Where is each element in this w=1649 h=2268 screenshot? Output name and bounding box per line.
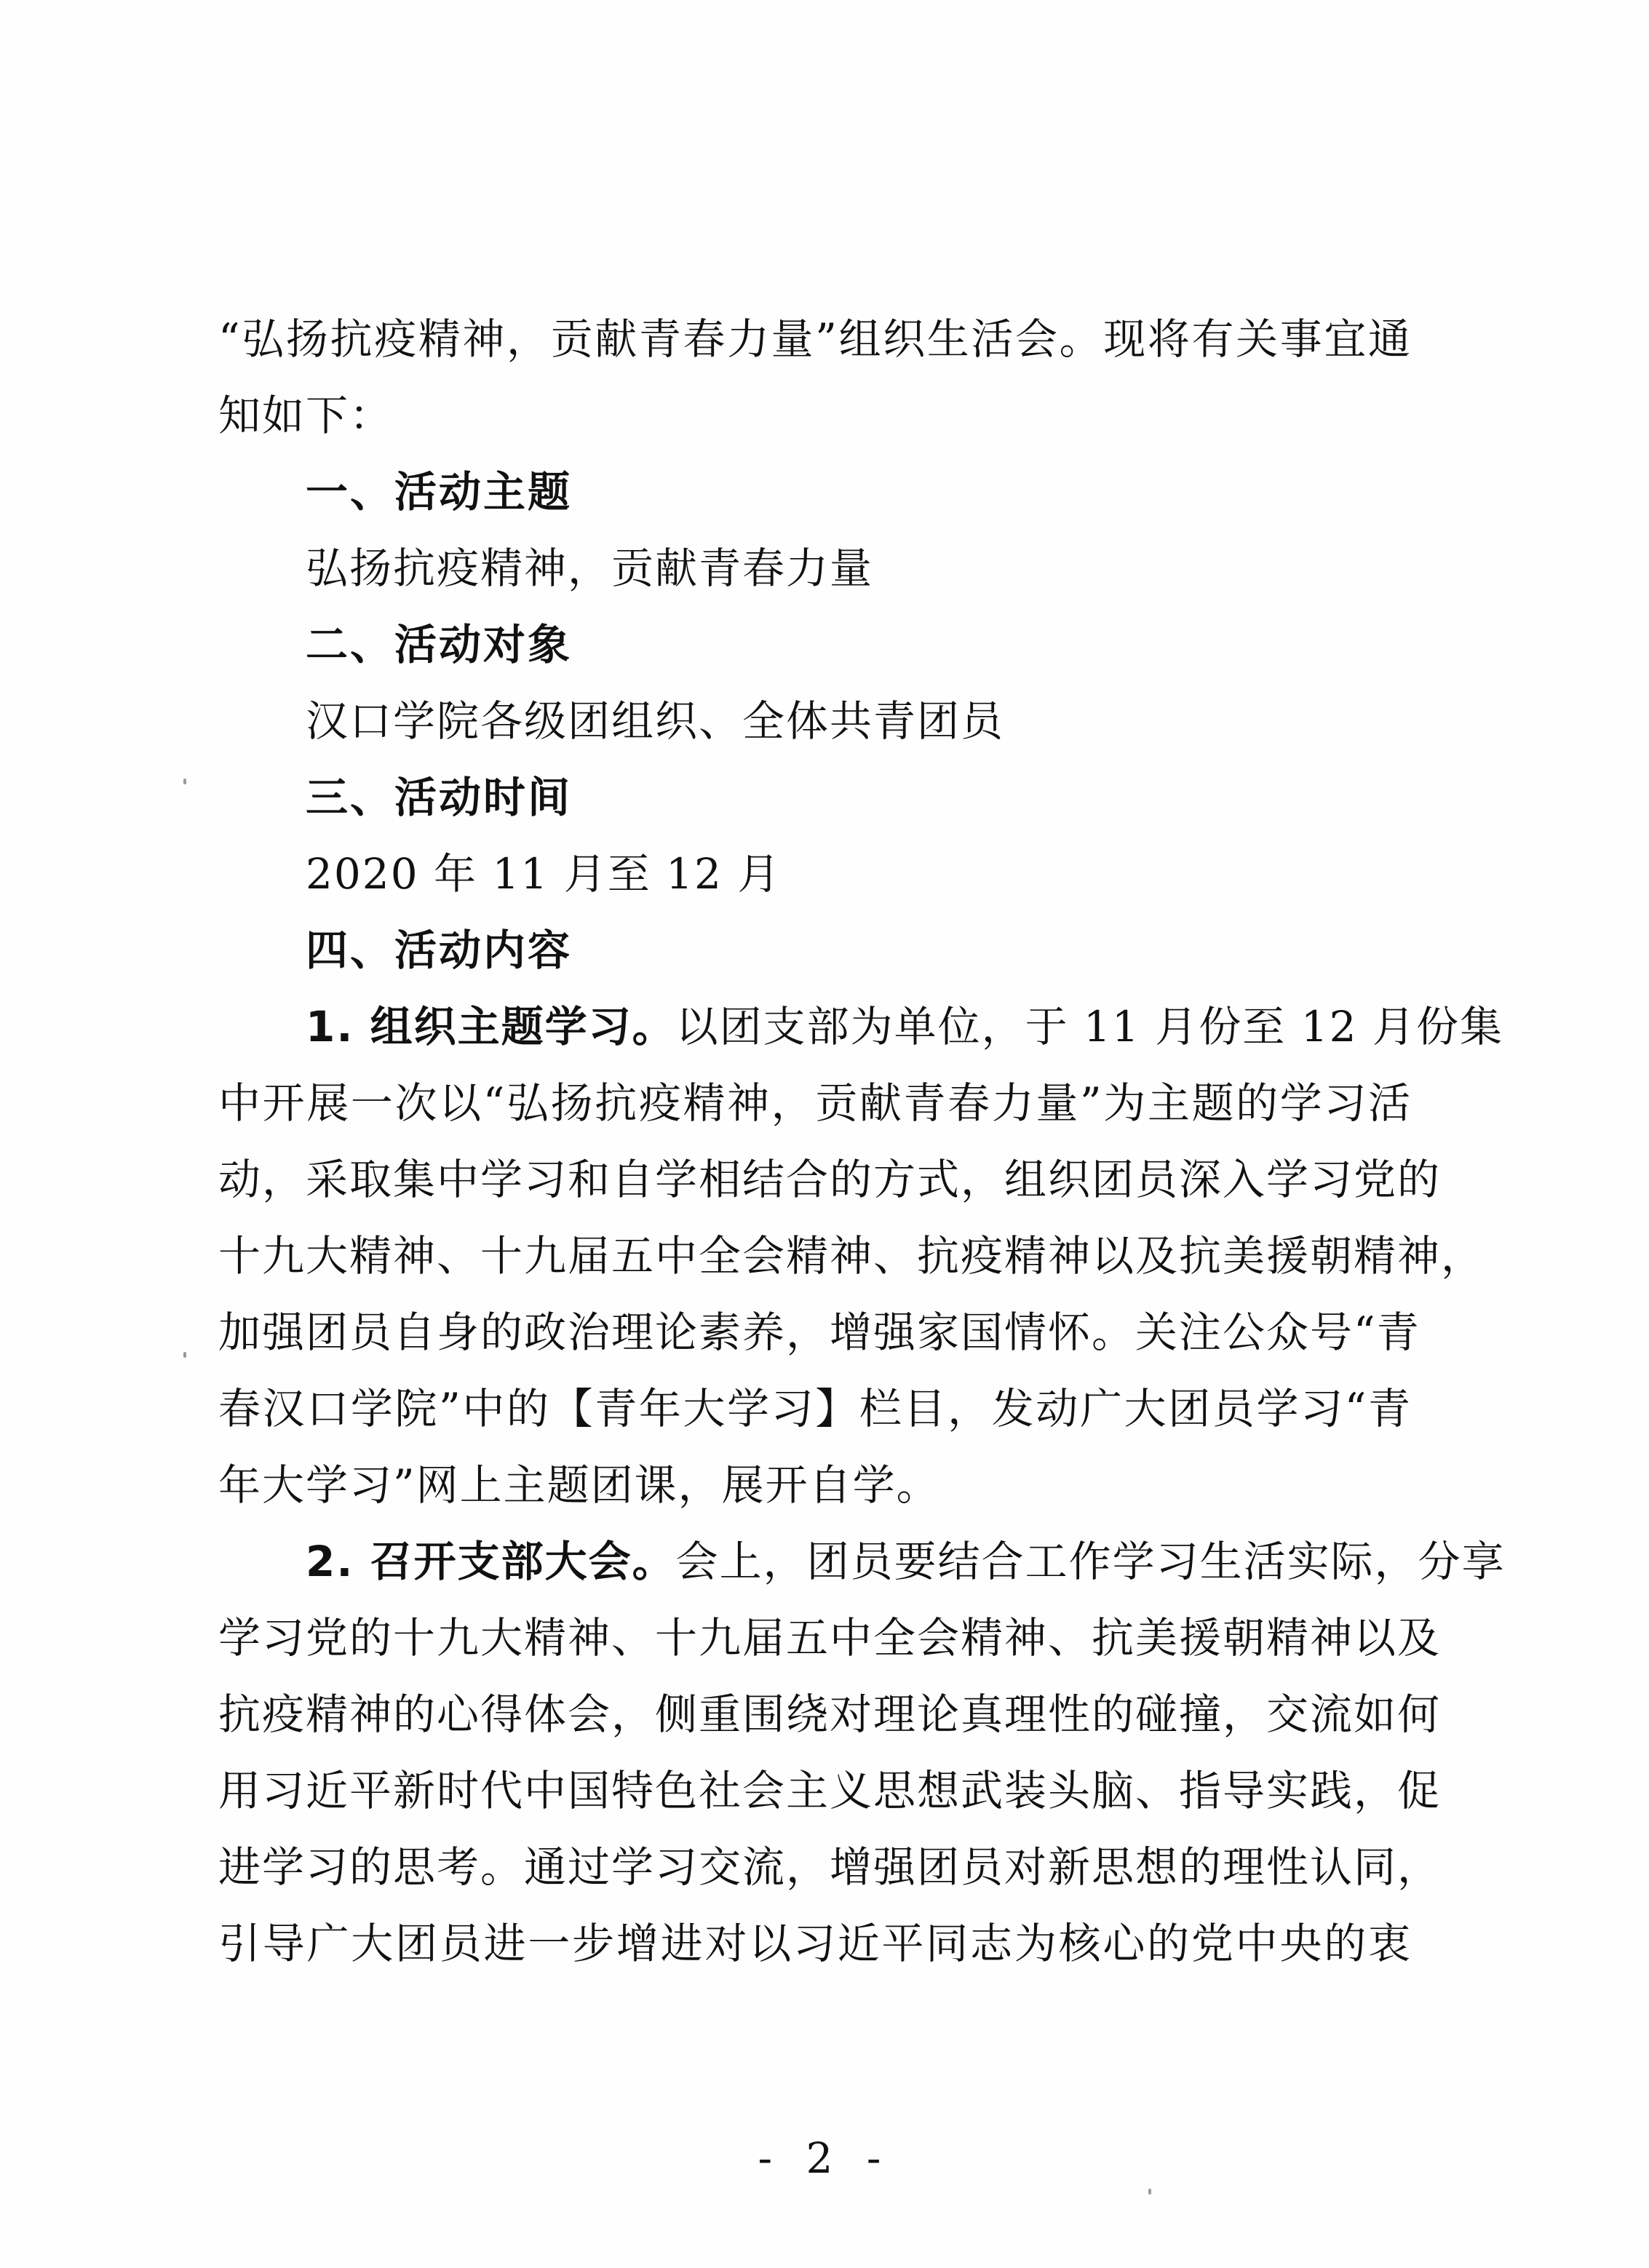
section-heading-theme: 一、活动主题 bbox=[306, 467, 573, 517]
paragraph-1-line: 十九大精神、十九届五中全会精神、抗疫精神以及抗美援朝精神， bbox=[218, 1231, 1485, 1281]
page-number: - 2 - bbox=[758, 2133, 891, 2183]
paragraph-1-line: 动，采取集中学习和自学相结合的方式，组织团员深入学习党的 bbox=[218, 1155, 1442, 1204]
paragraph-1-line bbox=[306, 1002, 1503, 1051]
paragraph-2-line: 学习党的十九大精神、十九届五中全会精神、抗美援朝精神以及 bbox=[218, 1613, 1442, 1663]
scan-speck bbox=[183, 779, 186, 784]
paragraph-1-line: 春汉口学院”中的【青年大学习】栏目，发动广大团员学习“青 bbox=[218, 1384, 1412, 1433]
paragraph-1-line: 年大学习”网上主题团课，展开自学。 bbox=[218, 1460, 940, 1510]
paragraph-2-line: 用习近平新时代中国特色社会主义思想武装头脑、指导实践，促 bbox=[218, 1766, 1442, 1815]
scan-speck bbox=[1148, 2189, 1151, 2195]
paragraph-1-line: 加强团员自身的政治理论素养，增强家国情怀。关注公众号“青 bbox=[218, 1308, 1420, 1357]
paragraph-2-line: 引导广大团员进一步增进对以习近平同志为核心的党中央的衷 bbox=[218, 1919, 1412, 1968]
section-text-theme: 弘扬抗疫精神，贡献青春力量 bbox=[306, 544, 874, 593]
paragraph-1-line-rest: 以团支部为单位，于 11 月份至 12 月份集 bbox=[675, 1002, 1503, 1051]
paragraph-1-lead: 1. 组织主题学习。 bbox=[306, 1002, 676, 1051]
paragraph-2-line: 抗疫精神的心得体会，侧重围绕对理论真理性的碰撞，交流如何 bbox=[218, 1690, 1442, 1739]
scan-speck bbox=[183, 1352, 186, 1358]
body-line: “弘扬抗疫精神，贡献青春力量”组织生活会。现将有关事宜通 bbox=[218, 314, 1412, 364]
section-heading-target: 二、活动对象 bbox=[306, 620, 573, 669]
paragraph-2-lead: 2. 召开支部大会。 bbox=[306, 1537, 676, 1586]
section-text-target: 汉口学院各级团组织、全体共青团员 bbox=[306, 696, 1005, 746]
body-line: 知如下： bbox=[218, 391, 394, 440]
paragraph-1-line: 中开展一次以“弘扬抗疫精神，贡献青春力量”为主题的学习活 bbox=[218, 1078, 1412, 1128]
paragraph-2-line bbox=[306, 1537, 1506, 1586]
paragraph-2-line-rest: 会上，团员要结合工作学习生活实际，分享 bbox=[675, 1537, 1506, 1586]
section-heading-content: 四、活动内容 bbox=[306, 926, 573, 975]
paragraph-2-line: 进学习的思考。通过学习交流，增强团员对新思想的理性认同， bbox=[218, 1842, 1442, 1892]
section-heading-time: 三、活动时间 bbox=[306, 773, 573, 822]
section-text-time: 2020 年 11 月至 12 月 bbox=[306, 849, 782, 899]
